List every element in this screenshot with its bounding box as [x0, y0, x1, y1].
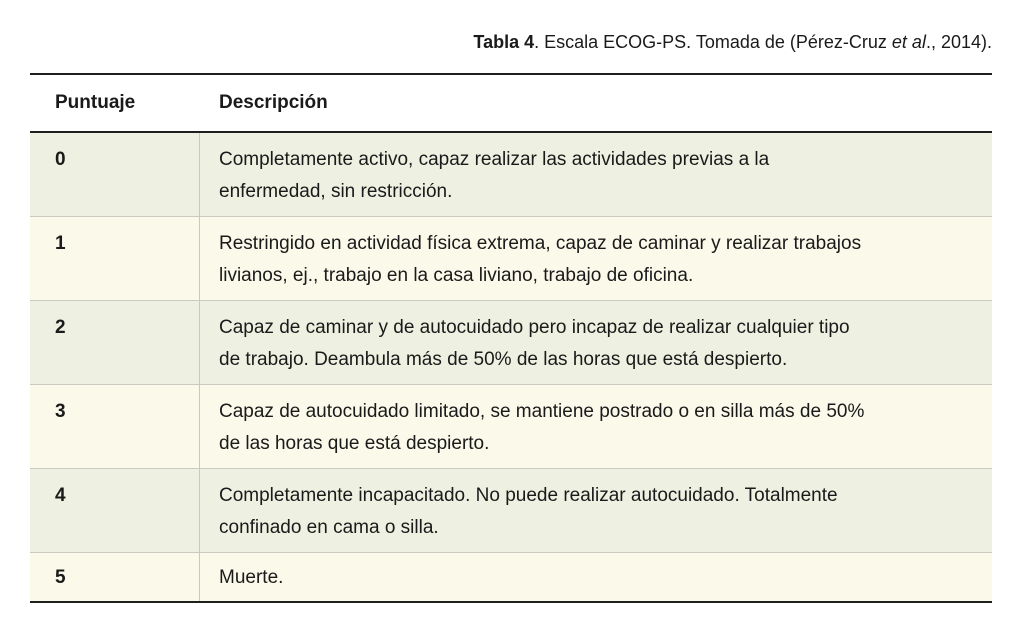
row-description-line: de las horas que está despierto. [219, 433, 490, 454]
row-description [200, 217, 992, 300]
table-row [30, 553, 992, 603]
table-header-row [30, 75, 992, 133]
row-description [200, 133, 992, 216]
row-description-line: de trabajo. Deambula más de 50% de las horas que está despierto. [219, 349, 788, 370]
row-score: 1 [30, 217, 200, 300]
row-description-line: Completamente incapacitado. No puede realizar autocuidado. Totalmente [219, 485, 838, 506]
table-row [30, 385, 992, 469]
row-description-line: Capaz de caminar y de autocuidado pero incapaz de realizar cualquier tipo [219, 317, 850, 338]
row-score: 4 [30, 469, 200, 552]
row-description-line: Muerte. [219, 567, 284, 588]
table-row [30, 469, 992, 553]
table-caption [473, 30, 992, 54]
table-row [30, 133, 992, 217]
table-row [30, 217, 992, 301]
row-description-line: Completamente activo, capaz realizar las actividades previas a la [219, 149, 770, 170]
caption-text-b: ., 2014). [925, 32, 992, 52]
row-score: 5 [30, 553, 200, 601]
row-description [200, 301, 992, 384]
row-score: 2 [30, 301, 200, 384]
caption-label: Tabla 4 [473, 32, 535, 52]
row-score: 0 [30, 133, 200, 216]
row-description-line: Capaz de autocuidado limitado, se mantiene postrado o en silla más de 50% [219, 401, 865, 422]
row-description [200, 469, 992, 552]
row-description-line: enfermedad, sin restricción. [219, 181, 453, 202]
row-description [200, 385, 992, 468]
row-description [200, 553, 992, 601]
row-description-line: livianos, ej., trabajo en la casa liviano, trabajo de oficina. [219, 265, 694, 286]
caption-etal: et al [891, 32, 926, 52]
row-score: 3 [30, 385, 200, 468]
header-score: Puntuaje [55, 92, 136, 113]
row-description-line: confinado en cama o silla. [219, 517, 439, 538]
ecog-table [30, 73, 992, 603]
header-description: Descripción [219, 92, 328, 113]
table-row [30, 301, 992, 385]
caption-text-a: . Escala ECOG-PS. Tomada de (Pérez-Cruz [534, 32, 892, 52]
row-description-line: Restringido en actividad física extrema, capaz de caminar y realizar trabajos [219, 233, 862, 254]
